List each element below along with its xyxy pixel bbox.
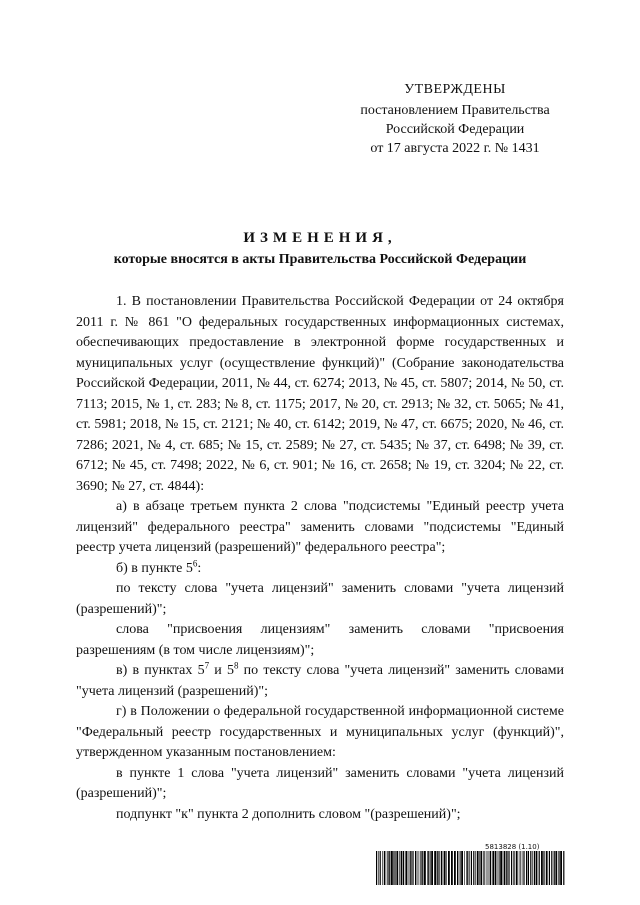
document-title: ИЗМЕНЕНИЯ, [243, 230, 397, 246]
paragraph-g-1: в пункте 1 слова "учета лицензий" заменить словами "учета лицензий (разрешений)"; [76, 765, 564, 801]
approval-line-2: Российской Федерации [385, 122, 525, 137]
paragraph-b: б) в пункте $5^6$: [116, 557, 202, 576]
document-number: 5813828 (1.10) [485, 843, 540, 851]
document-body [76, 292, 564, 825]
paragraph-b-2: слова "присвоения лицензиям" заменить словами "присвоения разрешениям (в том числе лицензиям)"; [76, 622, 564, 658]
paragraph-g-2: подпункт "к" пункта 2 дополнить словом "(разрешений)"; [116, 806, 461, 822]
document-subtitle: которые вносятся в акты Правительства Российской Федерации [113, 252, 527, 267]
paragraph-b-1: по тексту слова "учета лицензий" заменить словами "учета лицензий (разрешений)"; [76, 581, 564, 617]
barcode-icon [376, 851, 566, 885]
approval-line-1: постановлением Правительства [360, 103, 550, 118]
paragraph-g: г) в Положении о федеральной государственной информационной системе "Федеральный реестр государственных и муниципальных услуг (функций)", утвержденном указанным постановлением: [76, 704, 564, 760]
paragraph-a: а) в абзаце третьем пункта 2 слова "подсистемы "Единый реестр учета лицензий" федерального реестра" заменить словами "подсистемы "Единый реестр учета лицензий (разрешений)" федерального реестра"; [76, 499, 564, 555]
paragraph-1: 1. В постановлении Правительства Российской Федерации от 24 октября 2011 г. № 861 "О федеральных государственных информационных системах, обеспечивающих предоставление в электронной форме государственных и муниципальных услуг (осуществление функций)" (Собрание законодательства Российской Федерации, 2011, № 44, ст. 6274; 2013, № 45, ст. 5807; 2014, № 50, ст. 7113; 2015, № 1, ст. 283; № 8, ст. 1175; 2017, № 20, ст. 2913; № 32, ст. 5065; № 41, ст. 5981; 2018, № 15, ст. 2121; № 40, ст. 6142; 2019, № 47, ст. 6675; 2020, № 46, ст. 7286; 2021, № 4, ст. 685; № 15, ст. 2589; № 27, ст. 5435; № 37, ст. 6498; № 39, ст. 6712; № 45, ст. 7498; 2022, № 6, ст. 901; № 16, ст. 2658; № 19, ст. 3204; № 22, ст. 3690; № 27, ст. 4844): [76, 294, 564, 494]
approval-line-3: от 17 августа 2022 г. № 1431 [370, 141, 540, 156]
approval-title: УТВЕРЖДЕНЫ [404, 82, 506, 97]
paragraph-v: в) в пунктах $5^7$ и $5^8$ по тексту слова "учета лицензий" заменить словами "учета лицензий (разрешений)"; [76, 660, 564, 699]
approval-block [340, 80, 570, 158]
